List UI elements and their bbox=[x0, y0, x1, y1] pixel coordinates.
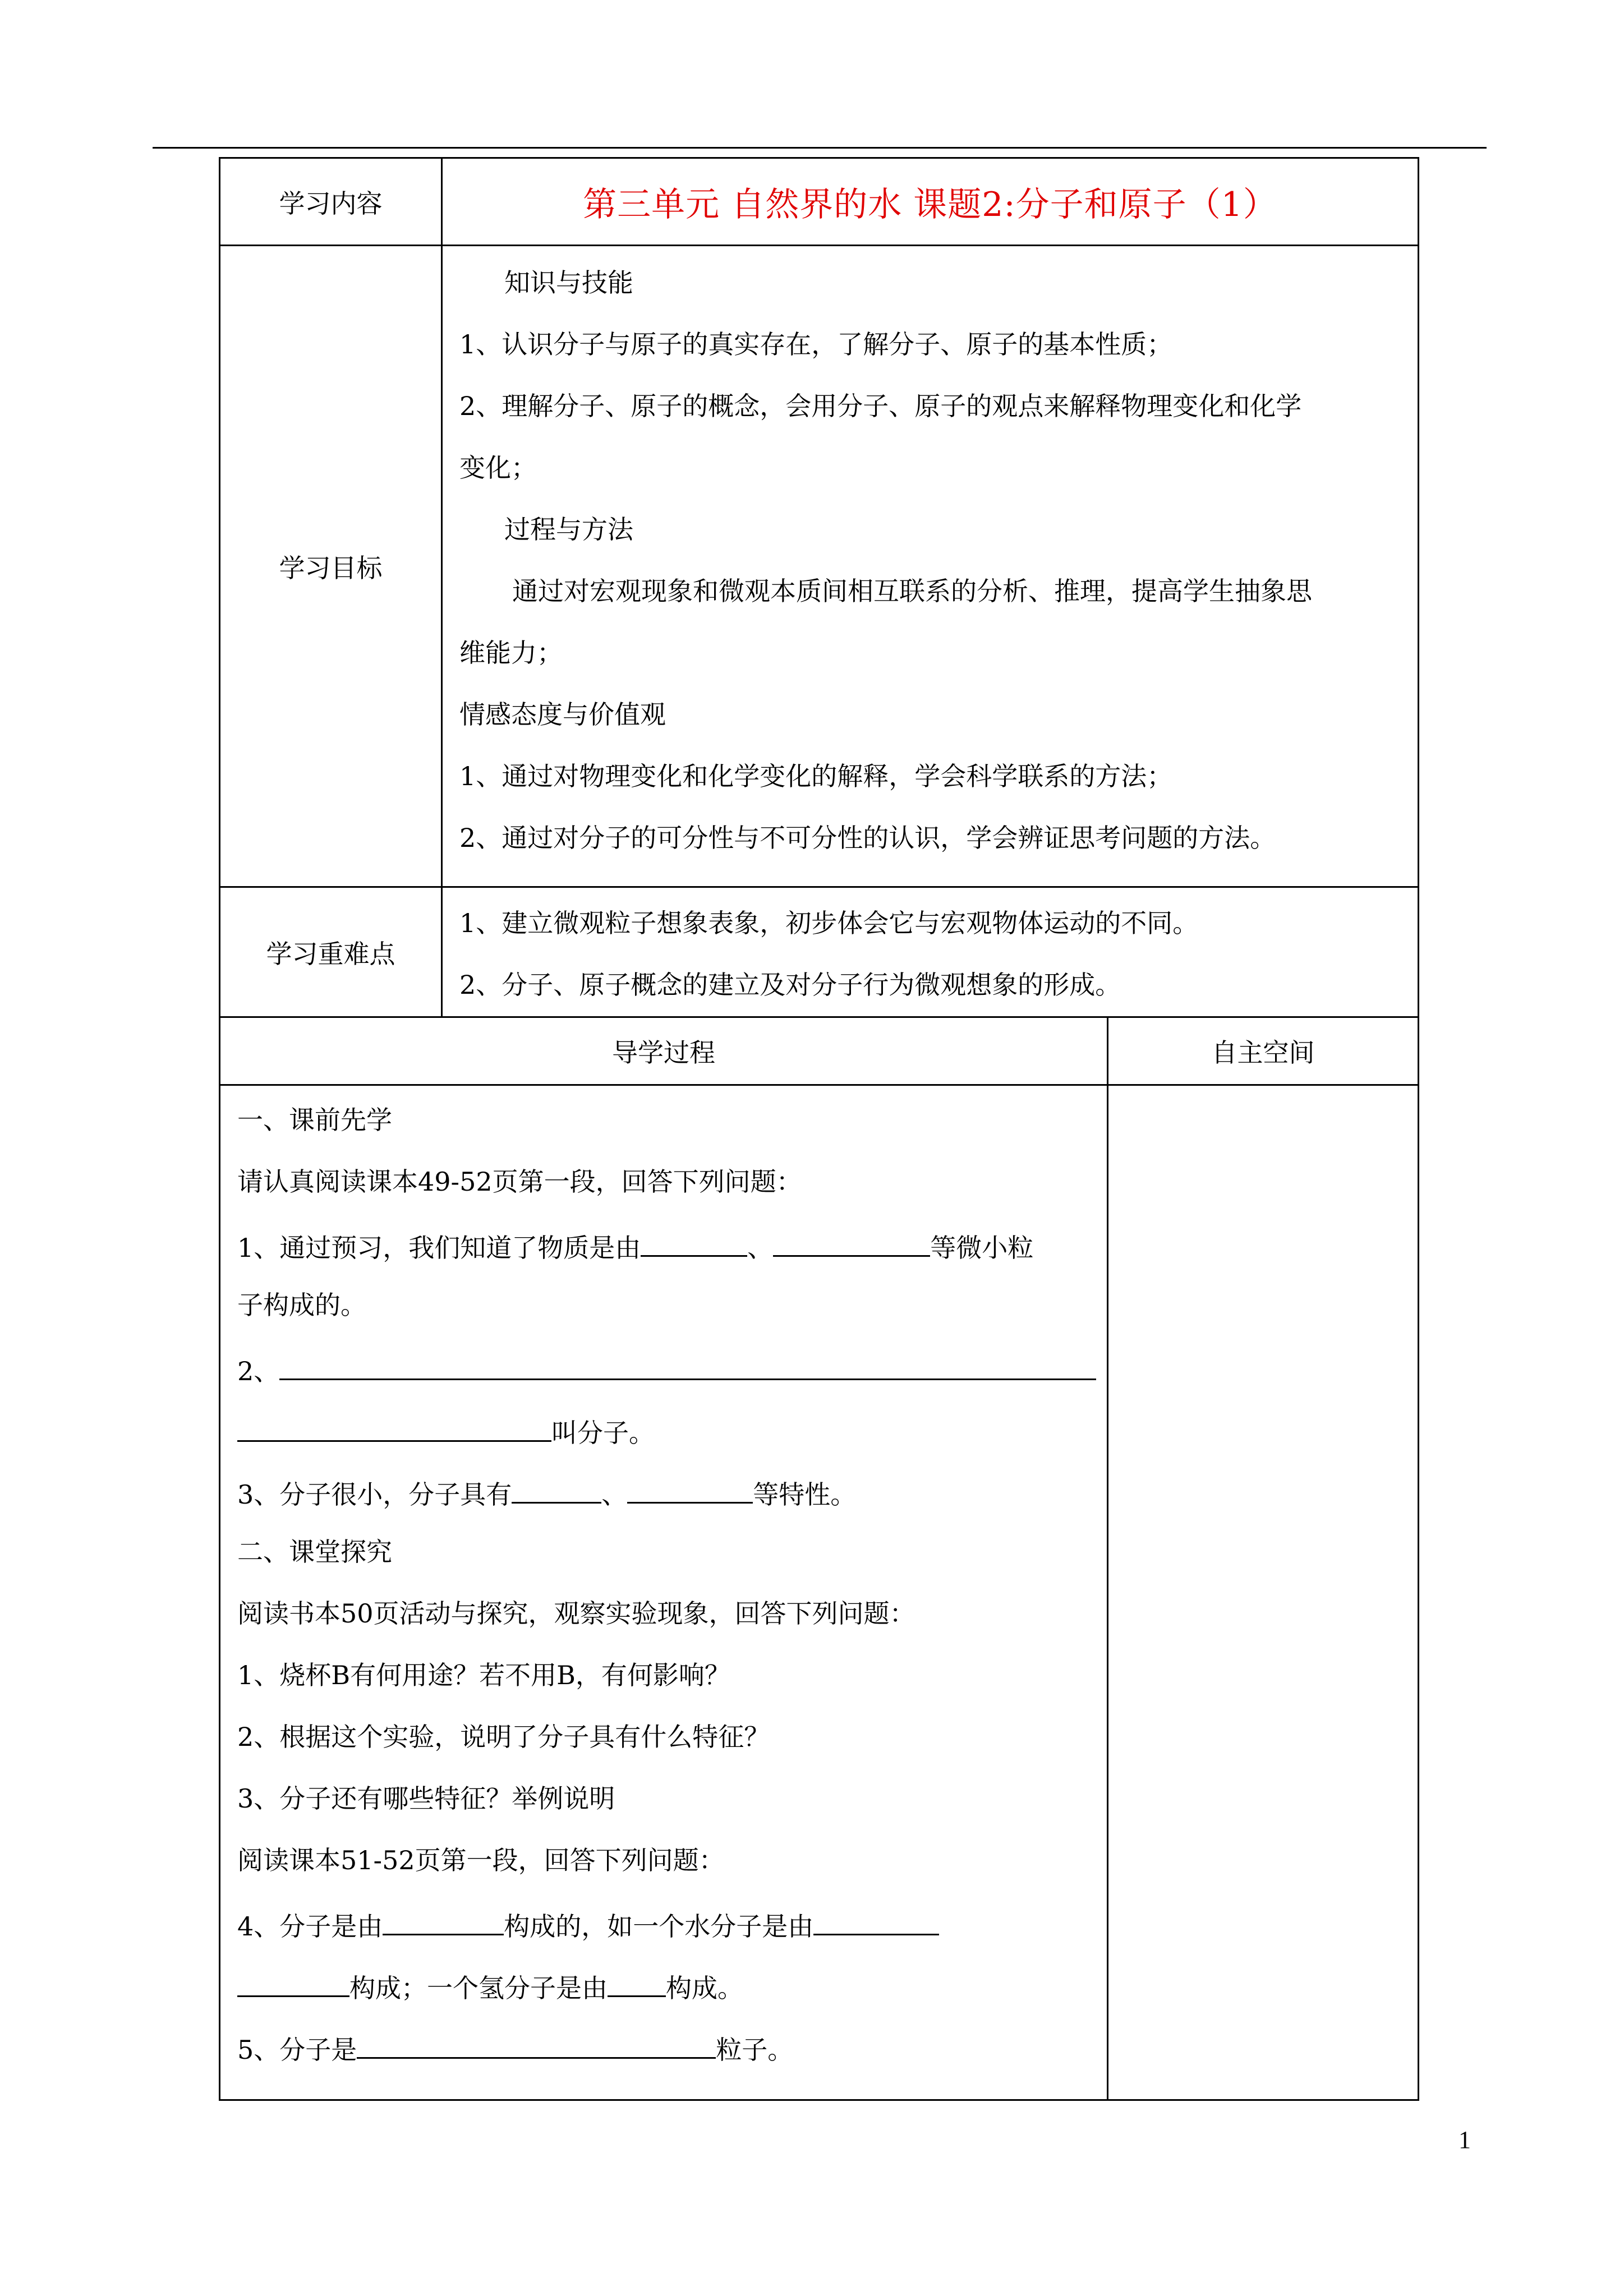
row-content bbox=[220, 159, 1418, 246]
prompt-3: 3、分子还有哪些特征？举例说明 bbox=[237, 1783, 615, 1814]
lesson-title: 第三单元 自然界的水 课题2:分子和原子（1） bbox=[583, 185, 1277, 224]
blank-line bbox=[813, 1909, 939, 1935]
goal-item-cont: 变化； bbox=[459, 453, 537, 483]
goal-section-knowledge: 知识与技能 bbox=[504, 268, 633, 298]
label-goals: 学习目标 bbox=[220, 246, 443, 886]
blank-line bbox=[773, 1230, 930, 1257]
prompt-4: 4、分子是由 构成的，如一个水分子是由 bbox=[237, 1909, 939, 1939]
goal-item: 2、理解分子、原子的概念，会用分子、原子的观点来解释物理变化和化学 bbox=[459, 391, 1302, 421]
section-intro: 请认真阅读课本49-52页第一段，回答下列问题： bbox=[237, 1167, 802, 1197]
blank-line bbox=[237, 1416, 551, 1442]
question-2-cont: 叫分子。 bbox=[237, 1416, 655, 1446]
keypoint-item: 2、分子、原子概念的建立及对分子行为微观想象的形成。 bbox=[459, 970, 1121, 1000]
title-cell bbox=[443, 159, 1418, 245]
question-1-cont: 子构成的。 bbox=[237, 1290, 366, 1320]
self-study-space bbox=[1108, 1086, 1418, 2099]
question-1: 1、通过预习，我们知道了物质是由 、 等微小粒 bbox=[237, 1230, 1033, 1261]
row-process-body bbox=[220, 1086, 1418, 2099]
prompt-5: 5、分子是 粒子。 bbox=[237, 2032, 793, 2063]
question-3: 3、分子很小，分子具有 、 等特性。 bbox=[237, 1477, 856, 1507]
blank-line bbox=[608, 1971, 666, 1997]
prompt-2: 2、根据这个实验，说明了分子具有什么特征？ bbox=[237, 1722, 770, 1752]
keypoints-cell bbox=[443, 888, 1418, 1016]
section-intro: 阅读课本51-52页第一段，回答下列问题： bbox=[237, 1845, 725, 1875]
question-2: 2、 bbox=[237, 1354, 1096, 1384]
keypoint-item: 1、建立微观粒子想象表象，初步体会它与宏观物体运动的不同。 bbox=[459, 908, 1199, 938]
goal-section-process: 过程与方法 bbox=[504, 514, 633, 545]
process-main bbox=[220, 1086, 1108, 2099]
prompt-1: 1、烧杯B有何用途？若不用B，有何影响？ bbox=[237, 1660, 730, 1690]
row-goals bbox=[220, 246, 1418, 888]
prompt-4-cont: 构成；一个氢分子是由 构成。 bbox=[237, 1971, 743, 2001]
row-process-header bbox=[220, 1018, 1418, 1086]
label-content: 学习内容 bbox=[220, 159, 443, 245]
goal-item: 2、通过对分子的可分性与不可分性的认识，学会辨证思考问题的方法。 bbox=[459, 823, 1276, 853]
goal-item: 1、认识分子与原子的真实存在，了解分子、原子的基本性质； bbox=[459, 329, 1173, 359]
label-keypoints: 学习重难点 bbox=[220, 888, 443, 1016]
blank-line bbox=[279, 1354, 1096, 1380]
blank-line bbox=[357, 2032, 716, 2059]
worksheet-table bbox=[219, 157, 1419, 2101]
page-number: 1 bbox=[1459, 2126, 1471, 2154]
goal-item: 1、通过对物理变化和化学变化的解释，学会科学联系的方法； bbox=[459, 761, 1173, 791]
section-title: 二、课堂探究 bbox=[237, 1537, 392, 1567]
header-rule bbox=[153, 147, 1487, 149]
blank-line bbox=[627, 1477, 753, 1504]
blank-line bbox=[641, 1230, 747, 1257]
section-intro: 阅读书本50页活动与探究，观察实验现象，回答下列问题： bbox=[237, 1598, 915, 1629]
goal-item-cont: 维能力； bbox=[459, 638, 563, 668]
header-side: 自主空间 bbox=[1211, 1038, 1315, 1068]
header-main: 导学过程 bbox=[220, 1018, 1108, 1084]
section-title: 一、课前先学 bbox=[237, 1105, 392, 1135]
goals-cell bbox=[443, 246, 1418, 886]
blank-line bbox=[383, 1909, 504, 1935]
goal-item: 通过对宏观现象和微观本质间相互联系的分析、推理，提高学生抽象思 bbox=[512, 576, 1312, 606]
row-keypoints bbox=[220, 888, 1418, 1018]
blank-line bbox=[237, 1971, 349, 1997]
goal-section-emotion: 情感态度与价值观 bbox=[459, 699, 666, 730]
blank-line bbox=[512, 1477, 601, 1504]
